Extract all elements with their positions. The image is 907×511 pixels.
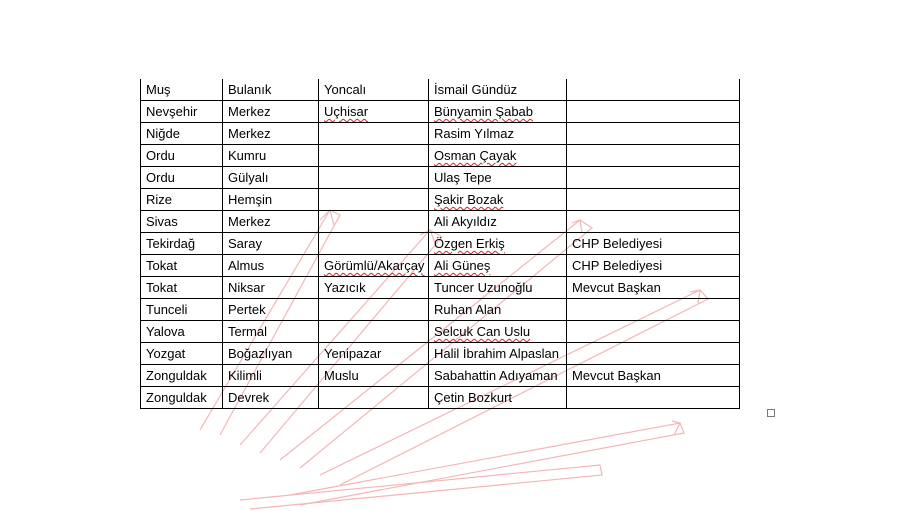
cell-district[interactable]: Bulanık	[223, 79, 319, 101]
cell-province[interactable]: Niğde	[141, 123, 223, 145]
cell-note[interactable]	[567, 79, 740, 101]
cell-district[interactable]: Termal	[223, 321, 319, 343]
cell-village[interactable]	[319, 123, 429, 145]
cell-note[interactable]	[567, 321, 740, 343]
spellcheck-text: Ali Güneş	[434, 258, 491, 273]
arrow-6	[240, 465, 602, 509]
cell-district[interactable]: Merkez	[223, 211, 319, 233]
cell-village[interactable]	[319, 101, 429, 123]
table-row	[141, 299, 740, 321]
cell-village[interactable]: Yenipazar	[319, 343, 429, 365]
table-row	[141, 365, 740, 387]
cell-province[interactable]: Tekirdağ	[141, 233, 223, 255]
table-row	[141, 167, 740, 189]
cell-candidate[interactable]: Tuncer Uzunoğlu	[429, 277, 567, 299]
cell-note[interactable]: CHP Belediyesi	[567, 233, 740, 255]
spellcheck-text: Bünyamin Şabab	[434, 104, 534, 119]
spellcheck-text: Osman Çayak	[434, 148, 517, 163]
cell-candidate[interactable]	[429, 145, 567, 167]
cell-note[interactable]	[567, 211, 740, 233]
cell-province[interactable]: Yalova	[141, 321, 223, 343]
table-row	[141, 189, 740, 211]
cell-province[interactable]: Ordu	[141, 145, 223, 167]
cell-district[interactable]: Devrek	[223, 387, 319, 409]
cell-province[interactable]: Sivas	[141, 211, 223, 233]
table-row	[141, 321, 740, 343]
table-row	[141, 211, 740, 233]
cell-district[interactable]: Almus	[223, 255, 319, 277]
table-row	[141, 387, 740, 409]
table-row	[141, 343, 740, 365]
cell-district[interactable]: Gülyalı	[223, 167, 319, 189]
cell-village[interactable]	[319, 167, 429, 189]
cell-candidate[interactable]: İsmail Gündüz	[429, 79, 567, 101]
cell-candidate[interactable]: Ali Akyıldız	[429, 211, 567, 233]
cell-district[interactable]: Kumru	[223, 145, 319, 167]
cell-village[interactable]: Yazıcık	[319, 277, 429, 299]
cell-district[interactable]: Hemşin	[223, 189, 319, 211]
mayor-candidates-table	[140, 79, 740, 409]
cell-candidate[interactable]	[429, 233, 567, 255]
spellcheck-text: Selcuk Can Uslu	[434, 324, 531, 339]
cell-note[interactable]	[567, 299, 740, 321]
cell-village[interactable]	[319, 145, 429, 167]
table-row	[141, 255, 740, 277]
cell-province[interactable]: Rize	[141, 189, 223, 211]
cell-village[interactable]	[319, 255, 429, 277]
cell-note[interactable]: CHP Belediyesi	[567, 255, 740, 277]
cell-note[interactable]	[567, 123, 740, 145]
cell-province[interactable]: Zonguldak	[141, 387, 223, 409]
cell-province[interactable]: Ordu	[141, 167, 223, 189]
cell-candidate[interactable]: Sabahattin Adıyaman	[429, 365, 567, 387]
cell-candidate[interactable]: Ruhan Alan	[429, 299, 567, 321]
arrow-5	[290, 421, 684, 505]
cell-candidate[interactable]: Ulaş Tepe	[429, 167, 567, 189]
cell-district[interactable]: Kilimli	[223, 365, 319, 387]
table-row	[141, 145, 740, 167]
cell-village[interactable]: Yoncalı	[319, 79, 429, 101]
cell-province[interactable]: Tunceli	[141, 299, 223, 321]
cell-note[interactable]	[567, 343, 740, 365]
cell-village[interactable]	[319, 387, 429, 409]
spellcheck-text: Özgen Erkiş	[434, 236, 505, 251]
cell-province[interactable]: Zonguldak	[141, 365, 223, 387]
cell-note[interactable]	[567, 189, 740, 211]
cell-district[interactable]: Merkez	[223, 101, 319, 123]
cell-province[interactable]: Muş	[141, 79, 223, 101]
cell-candidate[interactable]	[429, 189, 567, 211]
cell-note[interactable]	[567, 145, 740, 167]
cell-note[interactable]	[567, 167, 740, 189]
table-row	[141, 123, 740, 145]
cell-note[interactable]: Mevcut Başkan	[567, 277, 740, 299]
cell-village[interactable]	[319, 233, 429, 255]
cell-district[interactable]: Boğazlıyan	[223, 343, 319, 365]
cell-province[interactable]: Nevşehir	[141, 101, 223, 123]
spellcheck-text: Görümlü/Akarçay	[324, 258, 425, 273]
cell-province[interactable]: Tokat	[141, 277, 223, 299]
table-row	[141, 79, 740, 101]
cell-note[interactable]	[567, 387, 740, 409]
cell-village[interactable]: Muslu	[319, 365, 429, 387]
cell-candidate[interactable]: Rasim Yılmaz	[429, 123, 567, 145]
table-row	[141, 101, 740, 123]
cell-village[interactable]	[319, 211, 429, 233]
cell-district[interactable]: Pertek	[223, 299, 319, 321]
table-row	[141, 233, 740, 255]
cell-candidate[interactable]: Halil İbrahim Alpaslan	[429, 343, 567, 365]
spellcheck-text: Uçhisar	[324, 104, 369, 119]
cell-district[interactable]: Saray	[223, 233, 319, 255]
cell-village[interactable]	[319, 321, 429, 343]
cell-province[interactable]: Tokat	[141, 255, 223, 277]
cell-district[interactable]: Merkez	[223, 123, 319, 145]
cell-village[interactable]	[319, 299, 429, 321]
cell-province[interactable]: Yozgat	[141, 343, 223, 365]
table-row	[141, 277, 740, 299]
cell-district[interactable]: Niksar	[223, 277, 319, 299]
cell-candidate[interactable]	[429, 101, 567, 123]
cell-candidate[interactable]	[429, 321, 567, 343]
cell-candidate[interactable]: Çetin Bozkurt	[429, 387, 567, 409]
spellcheck-text: Şakir Bozak	[434, 192, 504, 207]
cell-village[interactable]	[319, 189, 429, 211]
cell-note[interactable]: Mevcut Başkan	[567, 365, 740, 387]
cell-candidate[interactable]	[429, 255, 567, 277]
table-resize-handle[interactable]	[767, 409, 775, 417]
cell-note[interactable]	[567, 101, 740, 123]
